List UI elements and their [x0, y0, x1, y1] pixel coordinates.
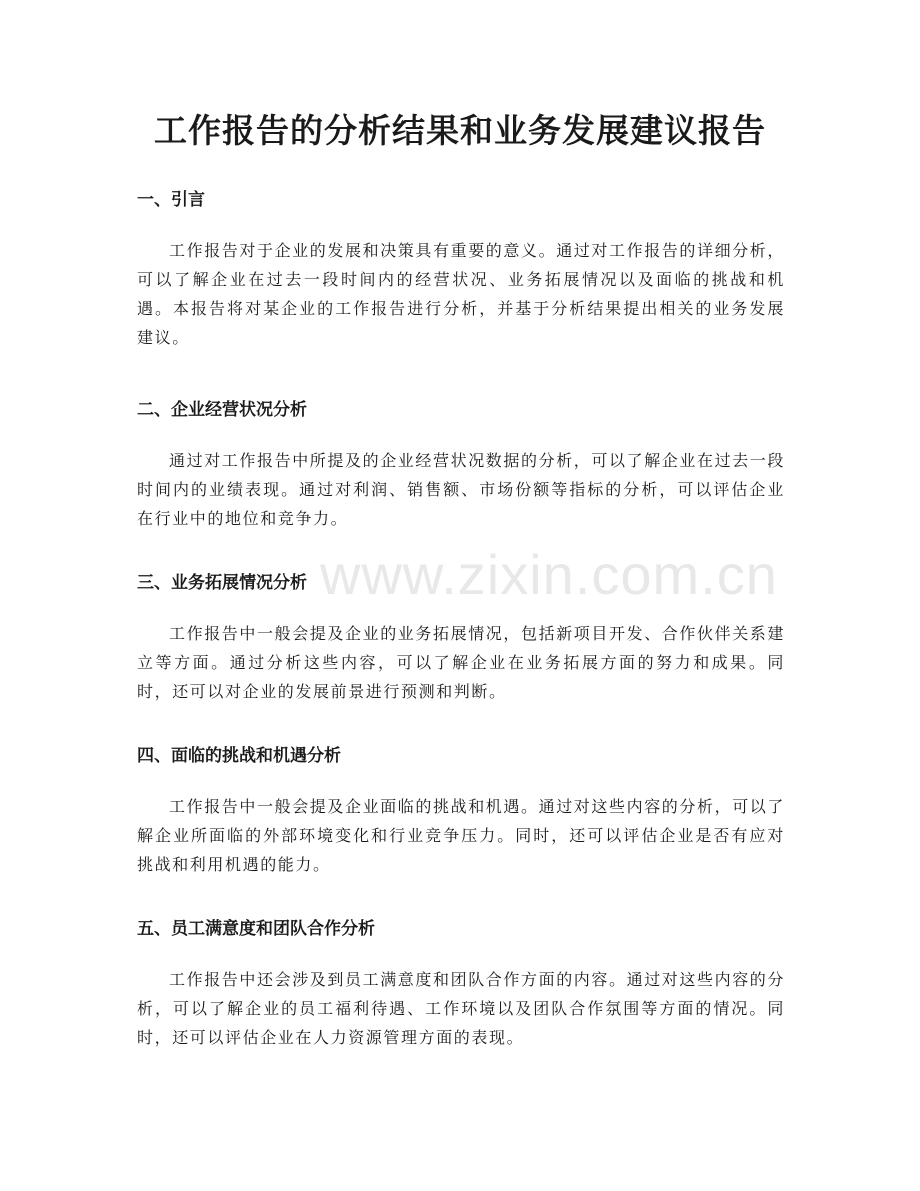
section-paragraph: 工作报告中还会涉及到员工满意度和团队合作方面的内容。通过对这些内容的分析，可以了解企业的员工福利待遇、工作环境以及团队合作氛围等方面的情况。同时，还可以评估企业在人力资源管理方面的表现。: [137, 970, 786, 1047]
section-employee-teamwork: [137, 917, 785, 1052]
section-heading: 五、员工满意度和团队合作分析: [137, 919, 375, 939]
section-introduction: [137, 188, 785, 352]
section-paragraph: 工作报告中一般会提及企业的业务拓展情况，包括新项目开发、合作伙伴关系建立等方面。通过分析这些内容，可以了解企业在业务拓展方面的努力和成果。同时，还可以对企业的发展前景进行预测和判断。: [137, 624, 786, 701]
section-operations-analysis: [137, 398, 785, 533]
section-paragraph: 工作报告对于企业的发展和决策具有重要的意义。通过对工作报告的详细分析，可以了解企业在过去一段时间内的经营状况、业务拓展情况以及面临的挑战和机遇。本报告将对某企业的工作报告进行分析，并基于分析结果提出相关的业务发展建议。: [137, 241, 786, 347]
section-heading: 三、业务拓展情况分析: [137, 573, 307, 593]
section-business-expansion: [137, 571, 785, 706]
section-heading: 一、引言: [137, 190, 205, 210]
section-challenges-opportunities: [137, 744, 785, 879]
section-paragraph: 工作报告中一般会提及企业面临的挑战和机遇。通过对这些内容的分析，可以了解企业所面临的外部环境变化和行业竞争压力。同时，还可以评估企业是否有应对挑战和利用机遇的能力。: [137, 797, 786, 874]
section-paragraph: 通过对工作报告中所提及的企业经营状况数据的分析，可以了解企业在过去一段时间内的业绩表现。通过对利润、销售额、市场份额等指标的分析，可以评估企业在行业中的地位和竞争力。: [137, 451, 786, 528]
section-heading: 四、面临的挑战和机遇分析: [137, 746, 341, 766]
watermark-text: www.zixin.com.cn: [320, 543, 778, 606]
document-title: 工作报告的分析结果和业务发展建议报告: [154, 111, 766, 150]
section-heading: 二、企业经营状况分析: [137, 400, 307, 420]
